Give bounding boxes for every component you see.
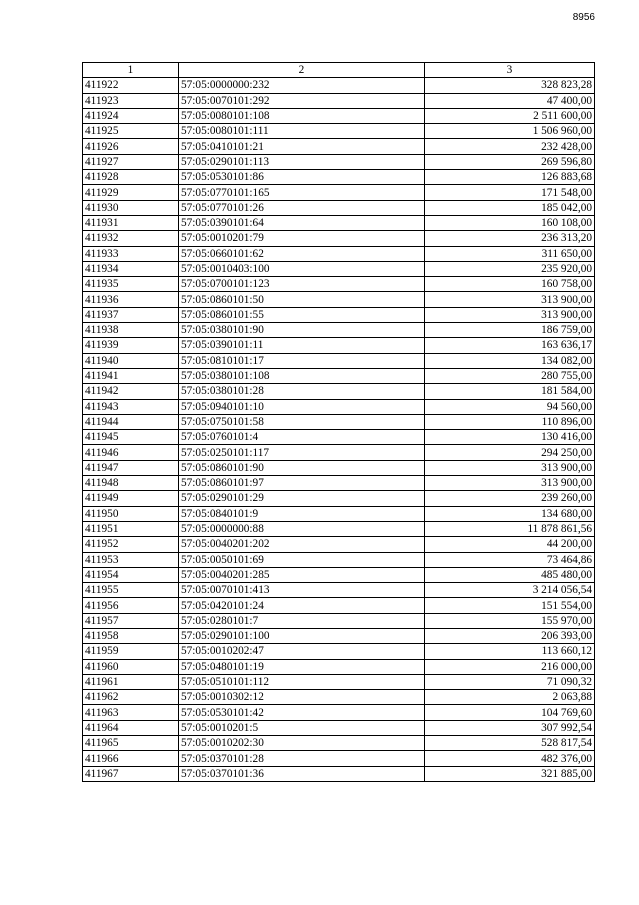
row-number-cell: 411934: [83, 261, 179, 276]
table-row: [83, 736, 595, 751]
value-cell: 2 063,88: [425, 690, 595, 705]
value-cell: 113 660,12: [425, 644, 595, 659]
table-row: [83, 323, 595, 338]
value-cell: 44 200,00: [425, 537, 595, 552]
row-number-cell: 411942: [83, 384, 179, 399]
cadastral-number-cell: 57:05:0390101:64: [179, 215, 425, 230]
value-cell: 104 769,60: [425, 705, 595, 720]
table-row: [83, 751, 595, 766]
table-row: [83, 200, 595, 215]
row-number-cell: 411964: [83, 720, 179, 735]
value-cell: 232 428,00: [425, 139, 595, 154]
cadastral-number-cell: 57:05:0380101:28: [179, 384, 425, 399]
cadastral-number-cell: 57:05:0010201:5: [179, 720, 425, 735]
cadastral-number-cell: 57:05:0410101:21: [179, 139, 425, 154]
value-cell: 134 082,00: [425, 353, 595, 368]
value-cell: 313 900,00: [425, 307, 595, 322]
cadastral-number-cell: 57:05:0420101:24: [179, 598, 425, 613]
table-header: [83, 63, 595, 78]
row-number-cell: 411938: [83, 323, 179, 338]
row-number-cell: 411965: [83, 736, 179, 751]
value-cell: 94 560,00: [425, 399, 595, 414]
row-number-cell: 411948: [83, 476, 179, 491]
value-cell: 321 885,00: [425, 766, 595, 781]
cadastral-number-cell: 57:05:0390101:11: [179, 338, 425, 353]
row-number-cell: 411940: [83, 353, 179, 368]
value-cell: 71 090,32: [425, 674, 595, 689]
cadastral-number-cell: 57:05:0370101:28: [179, 751, 425, 766]
value-cell: 328 823,28: [425, 78, 595, 93]
table-row: [83, 491, 595, 506]
cadastral-number-cell: 57:05:0040201:202: [179, 537, 425, 552]
row-number-cell: 411967: [83, 766, 179, 781]
value-cell: 235 920,00: [425, 261, 595, 276]
row-number-cell: 411957: [83, 613, 179, 628]
table-row: [83, 598, 595, 613]
value-cell: 130 416,00: [425, 430, 595, 445]
cadastral-number-cell: 57:05:0000000:88: [179, 521, 425, 536]
value-cell: 482 376,00: [425, 751, 595, 766]
cadastral-number-cell: 57:05:0070101:413: [179, 583, 425, 598]
row-number-cell: 411935: [83, 277, 179, 292]
cadastral-number-cell: 57:05:0810101:17: [179, 353, 425, 368]
table-row: [83, 567, 595, 582]
cadastral-number-cell: 57:05:0040201:285: [179, 567, 425, 582]
table-row: [83, 231, 595, 246]
row-number-cell: 411923: [83, 93, 179, 108]
table-row: [83, 414, 595, 429]
row-number-cell: 411930: [83, 200, 179, 215]
row-number-cell: 411941: [83, 368, 179, 383]
cadastral-number-cell: 57:05:0840101:9: [179, 506, 425, 521]
row-number-cell: 411945: [83, 430, 179, 445]
cadastral-number-cell: 57:05:0760101:4: [179, 430, 425, 445]
row-number-cell: 411944: [83, 414, 179, 429]
row-number-cell: 411932: [83, 231, 179, 246]
row-number-cell: 411962: [83, 690, 179, 705]
cadastral-number-cell: 57:05:0940101:10: [179, 399, 425, 414]
cadastral-number-cell: 57:05:0080101:111: [179, 124, 425, 139]
row-number-cell: 411922: [83, 78, 179, 93]
table-row: [83, 445, 595, 460]
table-row: [83, 246, 595, 261]
cadastral-number-cell: 57:05:0080101:108: [179, 108, 425, 123]
value-cell: 1 506 960,00: [425, 124, 595, 139]
cadastral-number-cell: 57:05:0860101:97: [179, 476, 425, 491]
row-number-cell: 411933: [83, 246, 179, 261]
table-row: [83, 506, 595, 521]
row-number-cell: 411956: [83, 598, 179, 613]
table-row: [83, 399, 595, 414]
value-cell: 236 313,20: [425, 231, 595, 246]
row-number-cell: 411924: [83, 108, 179, 123]
table-row: [83, 384, 595, 399]
row-number-cell: 411951: [83, 521, 179, 536]
row-number-cell: 411937: [83, 307, 179, 322]
cadastral-number-cell: 57:05:0660101:62: [179, 246, 425, 261]
table-row: [83, 124, 595, 139]
cadastral-number-cell: 57:05:0530101:42: [179, 705, 425, 720]
table-row: [83, 537, 595, 552]
value-cell: 126 883,68: [425, 170, 595, 185]
cadastral-number-cell: 57:05:0860101:90: [179, 460, 425, 475]
cadastral-number-cell: 57:05:0070101:292: [179, 93, 425, 108]
value-cell: 47 400,00: [425, 93, 595, 108]
cadastral-number-cell: 57:05:0280101:7: [179, 613, 425, 628]
cadastral-number-cell: 57:05:0380101:108: [179, 368, 425, 383]
table-row: [83, 613, 595, 628]
value-cell: 73 464,86: [425, 552, 595, 567]
value-cell: 311 650,00: [425, 246, 595, 261]
cadastral-number-cell: 57:05:0700101:123: [179, 277, 425, 292]
cadastral-number-cell: 57:05:0000000:232: [179, 78, 425, 93]
cadastral-number-cell: 57:05:0770101:165: [179, 185, 425, 200]
cadastral-number-cell: 57:05:0290101:29: [179, 491, 425, 506]
table-row: [83, 93, 595, 108]
cadastral-number-cell: 57:05:0010201:79: [179, 231, 425, 246]
column-header-2: 2: [179, 63, 425, 78]
value-cell: 313 900,00: [425, 460, 595, 475]
row-number-cell: 411926: [83, 139, 179, 154]
value-cell: 485 480,00: [425, 567, 595, 582]
row-number-cell: 411966: [83, 751, 179, 766]
table-row: [83, 292, 595, 307]
table-row: [83, 261, 595, 276]
table-row: [83, 139, 595, 154]
value-cell: 307 992,54: [425, 720, 595, 735]
value-cell: 313 900,00: [425, 476, 595, 491]
table-row: [83, 705, 595, 720]
table-body: [83, 78, 595, 782]
value-cell: 160 758,00: [425, 277, 595, 292]
row-number-cell: 411950: [83, 506, 179, 521]
table-row: [83, 659, 595, 674]
row-number-cell: 411963: [83, 705, 179, 720]
value-cell: 134 680,00: [425, 506, 595, 521]
row-number-cell: 411931: [83, 215, 179, 230]
table-row: [83, 307, 595, 322]
row-number-cell: 411946: [83, 445, 179, 460]
table-row: [83, 215, 595, 230]
table-row: [83, 521, 595, 536]
value-cell: 155 970,00: [425, 613, 595, 628]
cadastral-number-cell: 57:05:0750101:58: [179, 414, 425, 429]
row-number-cell: 411953: [83, 552, 179, 567]
value-cell: 160 108,00: [425, 215, 595, 230]
table-row: [83, 430, 595, 445]
value-cell: 3 214 056,54: [425, 583, 595, 598]
row-number-cell: 411952: [83, 537, 179, 552]
value-cell: 186 759,00: [425, 323, 595, 338]
row-number-cell: 411959: [83, 644, 179, 659]
value-cell: 171 548,00: [425, 185, 595, 200]
cadastral-number-cell: 57:05:0380101:90: [179, 323, 425, 338]
value-cell: 2 511 600,00: [425, 108, 595, 123]
table-row: [83, 674, 595, 689]
row-number-cell: 411927: [83, 154, 179, 169]
value-cell: 110 896,00: [425, 414, 595, 429]
table-row: [83, 170, 595, 185]
cadastral-number-cell: 57:05:0860101:50: [179, 292, 425, 307]
value-cell: 528 817,54: [425, 736, 595, 751]
table-row: [83, 583, 595, 598]
table-row: [83, 628, 595, 643]
row-number-cell: 411961: [83, 674, 179, 689]
column-header-1: 1: [83, 63, 179, 78]
value-cell: 11 878 861,56: [425, 521, 595, 536]
table-row: [83, 690, 595, 705]
row-number-cell: 411925: [83, 124, 179, 139]
cadastral-number-cell: 57:05:0860101:55: [179, 307, 425, 322]
row-number-cell: 411929: [83, 185, 179, 200]
cadastral-number-cell: 57:05:0010403:100: [179, 261, 425, 276]
row-number-cell: 411943: [83, 399, 179, 414]
cadastral-number-cell: 57:05:0370101:36: [179, 766, 425, 781]
table-row: [83, 78, 595, 93]
header-row: [83, 63, 595, 78]
row-number-cell: 411949: [83, 491, 179, 506]
table-row: [83, 552, 595, 567]
value-cell: 280 755,00: [425, 368, 595, 383]
cadastral-number-cell: 57:05:0480101:19: [179, 659, 425, 674]
table-row: [83, 277, 595, 292]
row-number-cell: 411958: [83, 628, 179, 643]
value-cell: 185 042,00: [425, 200, 595, 215]
value-cell: 294 250,00: [425, 445, 595, 460]
row-number-cell: 411955: [83, 583, 179, 598]
table-row: [83, 338, 595, 353]
table-row: [83, 720, 595, 735]
cadastral-number-cell: 57:05:0010302:12: [179, 690, 425, 705]
value-cell: 181 584,00: [425, 384, 595, 399]
table-row: [83, 476, 595, 491]
cadastral-number-cell: 57:05:0530101:86: [179, 170, 425, 185]
cadastral-number-cell: 57:05:0510101:112: [179, 674, 425, 689]
table-row: [83, 766, 595, 781]
table-row: [83, 185, 595, 200]
row-number-cell: 411960: [83, 659, 179, 674]
cadastral-number-cell: 57:05:0290101:113: [179, 154, 425, 169]
value-cell: 151 554,00: [425, 598, 595, 613]
table-row: [83, 460, 595, 475]
table-row: [83, 368, 595, 383]
cadastral-number-cell: 57:05:0250101:117: [179, 445, 425, 460]
table-row: [83, 108, 595, 123]
value-cell: 313 900,00: [425, 292, 595, 307]
row-number-cell: 411936: [83, 292, 179, 307]
row-number-cell: 411928: [83, 170, 179, 185]
cadastral-number-cell: 57:05:0770101:26: [179, 200, 425, 215]
cadastral-number-cell: 57:05:0010202:47: [179, 644, 425, 659]
column-header-3: 3: [425, 63, 595, 78]
cadastral-number-cell: 57:05:0050101:69: [179, 552, 425, 567]
value-cell: 269 596,80: [425, 154, 595, 169]
value-cell: 206 393,00: [425, 628, 595, 643]
table-row: [83, 154, 595, 169]
registry-table: [82, 62, 595, 782]
row-number-cell: 411947: [83, 460, 179, 475]
value-cell: 163 636,17: [425, 338, 595, 353]
page-number: 8956: [572, 12, 595, 23]
table-row: [83, 353, 595, 368]
cadastral-number-cell: 57:05:0010202:30: [179, 736, 425, 751]
row-number-cell: 411939: [83, 338, 179, 353]
value-cell: 239 260,00: [425, 491, 595, 506]
value-cell: 216 000,00: [425, 659, 595, 674]
table-row: [83, 644, 595, 659]
cadastral-number-cell: 57:05:0290101:100: [179, 628, 425, 643]
row-number-cell: 411954: [83, 567, 179, 582]
